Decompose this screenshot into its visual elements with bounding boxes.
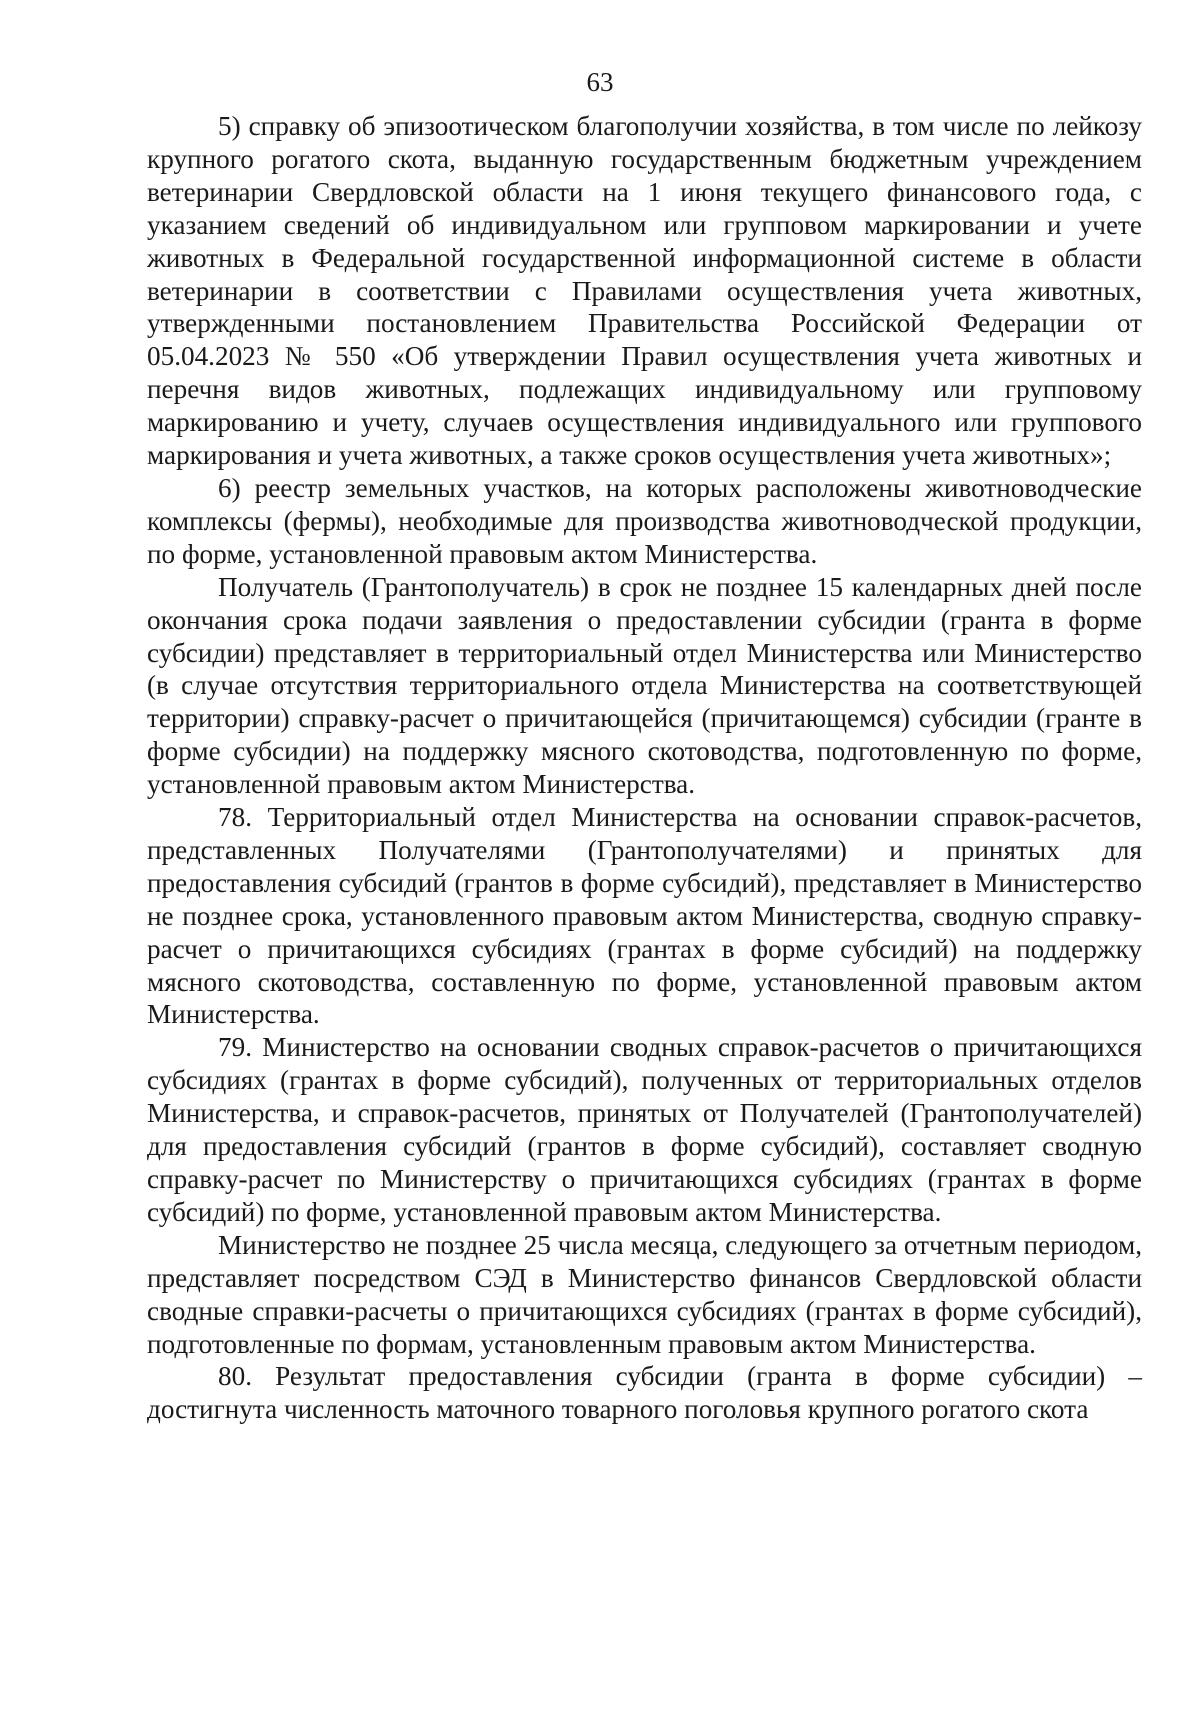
paragraph-78: 78. Территориальный отдел Министерства на основании справок-расчетов, представленных Получателями (Грантополучателями) и принятых для предоставления субсидий (грантов в форме субсидий), представляет в Министерство не позднее срока, установленного правовым актом Министерства, сводную справку-расчет о причитающихся субсидиях (грантах в форме субсидий) на поддержку мясного скотоводства, составленную по форме, установленной правовым актом Министерства. [147,802,1142,1030]
paragraph-item-6: 6) реестр земельных участков, на которых расположены животноводческие комплексы (фермы), необходимые для производства животноводческой продукции, по форме, установленной правовым актом Министерства. [147,472,1142,569]
paragraph-80: 80. Результат предоставления субсидии (гранта в форме субсидии) – достигнута численность маточного товарного поголовья крупного рогатого скота [147,1361,1142,1425]
document-body [147,110,1142,1426]
paragraph-item-5: 5) справку об эпизоотическом благополучии хозяйства, в том числе по лейкозу крупного рогатого скота, выданную государственным бюджетным учреждением ветеринарии Свердловской области на 1 июня текущего финансового года, с указанием сведений об индивидуальном или групповом маркировании и учете животных в Федеральной государственной информационной системе в области ветеринарии в соответствии с Правилами осуществления учета животных, утвержденными постановлением Правительства Российской Федерации от 05.04.2023 № 550 «Об утверждении Правил осуществления учета животных и перечня видов животных, подлежащих индивидуальному или групповому маркированию и учету, случаев осуществления индивидуального или группового маркирования и учета животных, а также сроков осуществления учета животных»; [147,111,1142,471]
page-number: 63 [586,67,614,97]
paragraph-recipient-report: Получатель (Грантополучатель) в срок не позднее 15 календарных дней после окончания срока подачи заявления о предоставлении субсидии (гранта в форме субсидии) представляет в территориальный отдел Министерства или Министерство (в случае отсутствия территориального отдела Министерства на соответствующей территории) справку-расчет о причитающейся (причитающемся) субсидии (гранте в форме субсидии) на поддержку мясного скотоводства, подготовленную по форме, установленной правовым актом Министерства. [147,571,1142,800]
paragraph-ministry-report: Министерство не позднее 25 числа месяца, следующего за отчетным периодом, представляет посредством СЭД в Министерство финансов Свердловской области сводные справки-расчеты о причитающихся субсидиях (грантах в форме субсидий), подготовленные по формам, установленным правовым актом Министерства. [147,1229,1142,1359]
paragraph-79: 79. Министерство на основании сводных справок-расчетов о причитающихся субсидиях (грантах в форме субсидий), полученных от территориальных отделов Министерства, и справок-расчетов, принятых от Получателей (Грантополучателей) для предоставления субсидий (грантов в форме субсидий), составляет сводную справку-расчет по Министерству о причитающихся субсидиях (грантах в форме субсидий) по форме, установленной правовым актом Министерства. [147,1032,1142,1227]
